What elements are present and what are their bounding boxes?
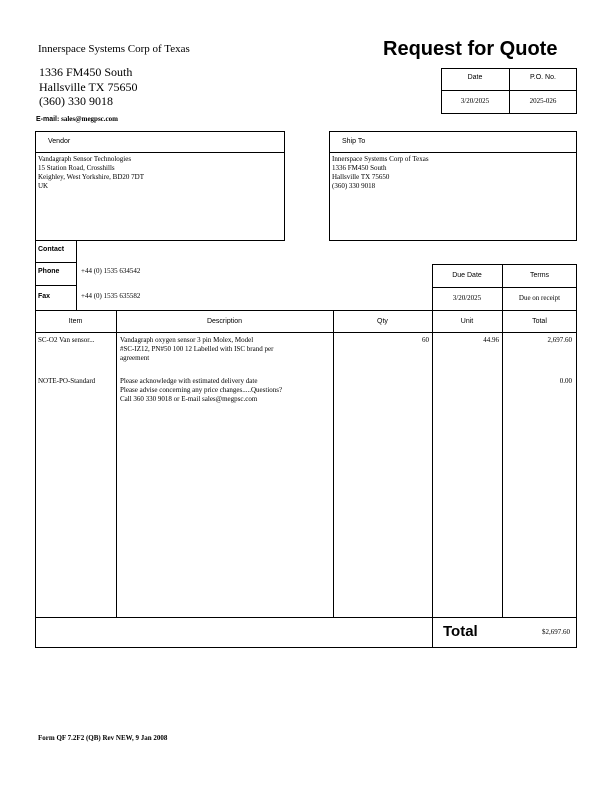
item-code: NOTE-PO-Standard xyxy=(38,377,96,385)
description-line: Vandagraph oxygen sensor 3 pin Molex, Model xyxy=(120,336,254,344)
company-name: Innerspace Systems Corp of Texas xyxy=(38,43,190,55)
description-line: Call 360 330 9018 or E-mail sales@megpsc.com xyxy=(120,395,258,403)
form-footer: Form QF 7.2F2 (QB) Rev NEW, 9 Jan 2008 xyxy=(38,734,168,742)
due-date-label: Due Date xyxy=(452,272,482,279)
vendor-line: Keighley, West Yorkshire, BD20 7DT xyxy=(38,173,144,181)
item-total: 0.00 xyxy=(559,377,572,385)
item-description xyxy=(120,377,332,404)
address-line: (360) 330 9018 xyxy=(39,94,113,108)
due-date-value: 3/20/2025 xyxy=(452,294,482,302)
date-label: Date xyxy=(467,74,483,81)
contact-label: Contact xyxy=(38,246,65,253)
terms-value: Due on receipt xyxy=(518,294,561,302)
col-header-total: Total xyxy=(532,318,547,325)
col-header-qty: Qty xyxy=(377,318,388,325)
email-label: E-mail xyxy=(36,116,58,123)
vendor-label: Vendor xyxy=(48,138,71,145)
total-label: Total xyxy=(443,623,478,640)
ship-to-label: Ship To xyxy=(342,138,366,145)
vendor-line: 15 Station Road, Crosshills xyxy=(38,164,115,172)
vendor-line: UK xyxy=(38,182,49,190)
description-line: #SC-IZ12, PN#50 100 12 Labelled with ISC brand per xyxy=(120,345,274,353)
terms-label: Terms xyxy=(529,272,550,279)
description-line: agreement xyxy=(120,354,150,362)
phone-label: Phone xyxy=(38,268,60,275)
description-line: Please advise concerning any price changes.....Questions? xyxy=(120,386,283,394)
ship-to-line: Innerspace Systems Corp of Texas xyxy=(332,155,429,163)
grand-total: $2,697.60 xyxy=(542,628,570,636)
col-header-unit: Unit xyxy=(460,318,474,325)
ship-to-line: 1336 FM450 South xyxy=(332,164,387,172)
po-value: 2025-026 xyxy=(529,97,557,105)
item-total: 2,697.60 xyxy=(547,336,572,344)
fax-label: Fax xyxy=(38,293,51,300)
item-description xyxy=(120,336,332,363)
email-row: E-mail: sales@megpsc.com xyxy=(36,115,118,123)
date-value: 3/20/2025 xyxy=(460,97,490,105)
address-line: 1336 FM450 South xyxy=(39,65,133,79)
ship-to-address xyxy=(332,155,429,191)
ship-to-line: (360) 330 9018 xyxy=(332,182,376,190)
email-value: sales@megpsc.com xyxy=(61,115,118,123)
item-unit: 44.96 xyxy=(483,336,499,344)
vendor-line: Vandagraph Sensor Technologies xyxy=(38,155,132,163)
col-header-description: Description xyxy=(206,318,242,325)
fax-value: +44 (0) 1535 635582 xyxy=(81,292,141,300)
company-address xyxy=(39,65,137,109)
ship-to-line: Hallsville TX 75650 xyxy=(332,173,390,181)
item-code: SC-O2 Van sensor... xyxy=(38,336,95,344)
item-qty: 60 xyxy=(422,336,429,344)
page-title: Request for Quote xyxy=(383,38,558,60)
col-header-item: Item xyxy=(68,318,83,325)
phone-value: +44 (0) 1535 634542 xyxy=(81,267,141,275)
address-line: Hallsville TX 75650 xyxy=(39,79,138,94)
vendor-address xyxy=(38,155,144,191)
po-label: P.O. No. xyxy=(530,74,556,81)
description-line: Please acknowledge with estimated delivery date xyxy=(120,377,258,385)
